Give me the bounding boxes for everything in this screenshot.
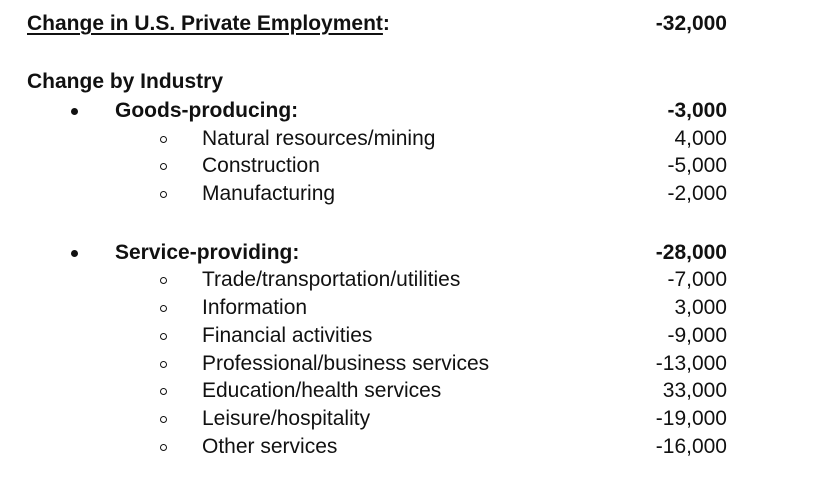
hollow-circle-icon [160,361,167,368]
item-value: -5,000 [667,154,727,177]
group-label: Service-providing: [115,241,300,264]
list-item [0,154,820,182]
list-item [0,324,820,352]
item-label: Professional/business services [202,352,490,375]
hollow-circle-icon [160,163,167,170]
item-label: Leisure/hospitality [202,407,371,430]
hollow-circle-icon [160,416,167,423]
list-item [0,268,820,296]
hollow-circle-icon [160,444,167,451]
list-item [0,352,820,380]
hollow-circle-icon [160,277,167,284]
group-value: -3,000 [667,99,727,122]
hollow-circle-icon [160,136,167,143]
group-row-service-providing [0,241,820,269]
item-label: Other services [202,435,338,458]
item-label: Natural resources/mining [202,127,436,150]
item-value: 3,000 [674,296,727,319]
item-value: -7,000 [667,268,727,291]
list-item [0,379,820,407]
title-label: Change in U.S. Private Employment [27,12,383,35]
item-value: -2,000 [667,182,727,205]
list-item [0,182,820,210]
item-value: 4,000 [674,127,727,150]
item-label: Financial activities [202,324,373,347]
bullet-icon [71,250,78,257]
group-row-goods-producing [0,99,820,127]
title-row [0,12,820,40]
item-label: Education/health services [202,379,442,402]
item-label: Manufacturing [202,182,336,205]
hollow-circle-icon [160,191,167,198]
item-value: -13,000 [655,352,727,375]
hollow-circle-icon [160,305,167,312]
group-label: Goods-producing: [115,99,299,122]
item-value: -16,000 [655,435,727,458]
item-value: -19,000 [655,407,727,430]
group-value: -28,000 [655,241,727,264]
hollow-circle-icon [160,333,167,340]
title-label-wrap [27,12,390,36]
section-heading-row [0,70,820,98]
list-item [0,435,820,463]
list-item [0,407,820,435]
section-heading: Change by Industry [27,70,224,93]
item-label: Information [202,296,308,319]
item-value: 33,000 [662,379,727,402]
hollow-circle-icon [160,388,167,395]
item-label: Trade/transportation/utilities [202,268,461,291]
title-colon: : [382,12,390,35]
bullet-icon [71,108,78,115]
title-value: -32,000 [655,12,727,35]
list-item [0,127,820,155]
item-label: Construction [202,154,320,177]
item-value: -9,000 [667,324,727,347]
list-item [0,296,820,324]
